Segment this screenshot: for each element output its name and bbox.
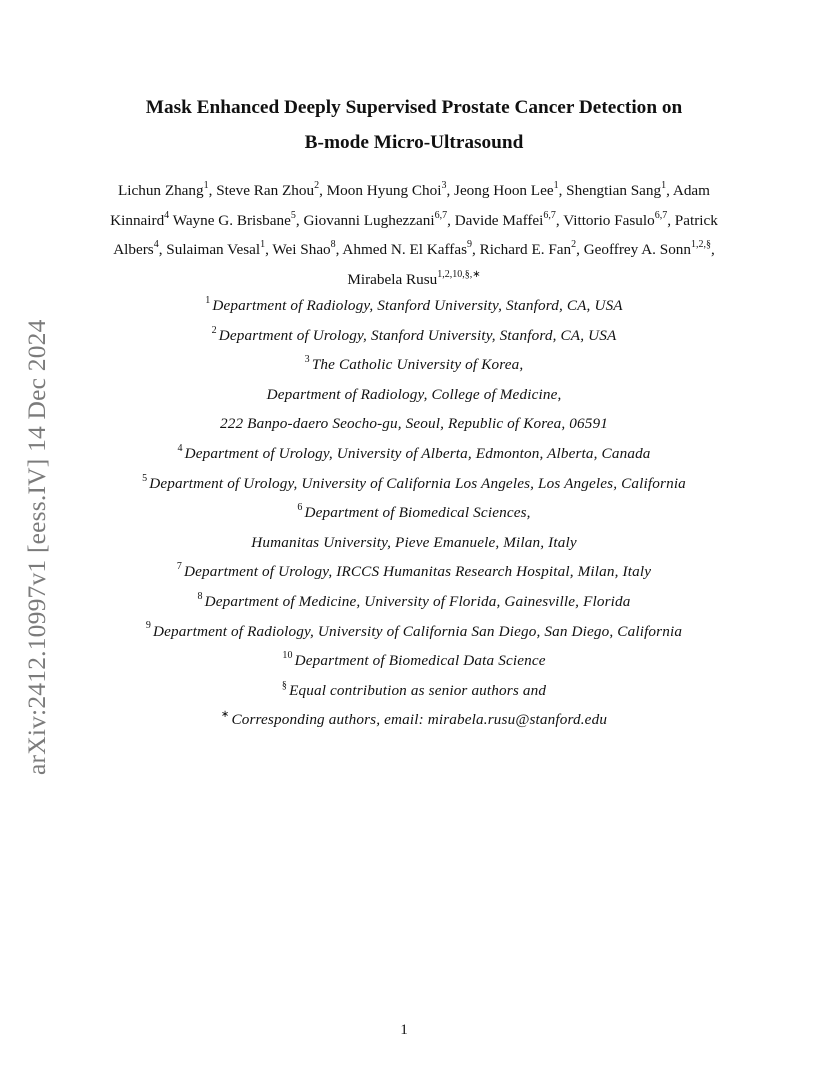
affiliation-marker: 6 bbox=[297, 502, 303, 514]
author-list bbox=[92, 176, 736, 294]
author-entry bbox=[347, 268, 481, 288]
author-affiliation-marker: 6,7 bbox=[654, 209, 668, 221]
affiliation-line bbox=[80, 587, 748, 617]
affiliation-marker: § bbox=[281, 679, 288, 691]
affiliation-text: Department of Urology, University of Alberta, Edmonton, Alberta, Canada bbox=[184, 444, 651, 462]
affiliation-marker: 5 bbox=[142, 472, 148, 484]
author-name: Wei Shao bbox=[272, 241, 331, 259]
author-separator: , bbox=[576, 241, 584, 259]
affiliation-marker: ∗ bbox=[220, 709, 230, 721]
affiliation-line bbox=[80, 528, 748, 558]
author-separator: , bbox=[319, 182, 327, 199]
author-entry bbox=[454, 209, 564, 229]
author-separator: , bbox=[471, 241, 480, 259]
paper-title-line-2: B-mode Micro-Ultrasound bbox=[304, 132, 524, 153]
affiliation-line bbox=[80, 439, 748, 469]
affiliation-text: Department of Urology, IRCCS Humanitas Research Hospital, Milan, Italy bbox=[184, 563, 652, 581]
author-entry bbox=[216, 179, 327, 199]
author-name: Patrick Albers bbox=[113, 211, 718, 259]
author-entry bbox=[563, 209, 675, 229]
author-separator: , bbox=[265, 241, 273, 259]
author-name: Geoffrey A. Sonn bbox=[583, 241, 691, 259]
author-entry bbox=[454, 179, 567, 199]
affiliation-line bbox=[80, 291, 748, 321]
affiliation-text: Corresponding authors, email: mirabela.rusu@stanford.edu bbox=[231, 711, 608, 729]
author-affiliation-marker: 5 bbox=[290, 209, 296, 221]
author-entry bbox=[566, 179, 673, 199]
affiliation-line bbox=[80, 557, 748, 587]
author-entry bbox=[166, 241, 272, 258]
affiliation-line bbox=[80, 409, 748, 439]
affiliation-marker: 2 bbox=[211, 324, 217, 336]
author-entry bbox=[118, 179, 217, 199]
author-name: Shengtian Sang bbox=[566, 182, 662, 199]
author-affiliation-marker: 1,2,10,§,∗ bbox=[437, 268, 481, 280]
author-name: Richard E. Fan bbox=[479, 241, 572, 259]
author-separator: , bbox=[558, 182, 567, 199]
author-affiliation-marker: 3 bbox=[441, 179, 447, 191]
author-entry bbox=[303, 209, 455, 229]
author-separator: , bbox=[667, 211, 675, 229]
affiliation-line bbox=[80, 350, 748, 380]
author-entry bbox=[342, 241, 479, 258]
author-name: Steve Ran Zhou bbox=[216, 182, 315, 199]
author-separator: , bbox=[555, 211, 564, 229]
author-affiliation-marker: 2 bbox=[314, 179, 320, 191]
author-affiliation-marker: 2 bbox=[571, 239, 577, 251]
author-name: Davide Maffei bbox=[454, 211, 544, 229]
author-separator: , bbox=[208, 182, 217, 199]
author-name: Sulaiman Vesal bbox=[166, 241, 261, 259]
affiliation-marker: 8 bbox=[197, 590, 203, 602]
author-separator: , bbox=[446, 182, 455, 199]
author-affiliation-marker: 6,7 bbox=[543, 209, 556, 221]
affiliation-line bbox=[80, 676, 748, 706]
author-entry bbox=[584, 241, 715, 258]
affiliation-line bbox=[80, 498, 748, 528]
author-separator: , bbox=[666, 182, 673, 199]
paper-title bbox=[0, 90, 828, 160]
author-separator: , bbox=[711, 241, 715, 259]
affiliation-line bbox=[80, 321, 748, 351]
author-name: Vittorio Fasulo bbox=[563, 211, 655, 229]
author-affiliation-marker: 1 bbox=[260, 239, 266, 251]
author-name: Wayne G. Brisbane bbox=[172, 211, 291, 229]
author-affiliation-marker: 1 bbox=[553, 179, 559, 191]
author-name: Adam Kinnaird bbox=[110, 182, 710, 229]
page-number: 1 bbox=[400, 1021, 408, 1038]
affiliation-text: Department of Biomedical Sciences, bbox=[304, 504, 531, 522]
author-affiliation-marker: 1,2,§ bbox=[691, 239, 711, 251]
affiliation-line bbox=[80, 617, 748, 647]
affiliation-marker: 4 bbox=[177, 442, 183, 454]
author-entry bbox=[326, 179, 455, 199]
author-separator: , bbox=[335, 241, 343, 259]
affiliation-text: Department of Urology, Stanford University, Stanford, CA, USA bbox=[218, 326, 617, 344]
affiliation-marker: 1 bbox=[205, 294, 211, 306]
author-entry bbox=[172, 209, 304, 229]
affiliation-line bbox=[80, 469, 748, 499]
author-name: Lichun Zhang bbox=[118, 182, 204, 199]
author-affiliation-marker: 4 bbox=[164, 209, 170, 221]
author-affiliation-marker: 4 bbox=[153, 239, 159, 251]
author-name: Moon Hyung Choi bbox=[326, 182, 442, 199]
author-name: Jeong Hoon Lee bbox=[454, 182, 554, 199]
author-name: Ahmed N. El Kaffas bbox=[342, 241, 467, 259]
author-affiliation-marker: 6,7 bbox=[434, 209, 448, 221]
affiliation-marker: 10 bbox=[282, 650, 293, 662]
affiliation-line bbox=[80, 646, 748, 676]
author-affiliation-marker: 9 bbox=[466, 239, 472, 251]
affiliation-text: Department of Biomedical Data Science bbox=[294, 652, 546, 670]
affiliation-line bbox=[80, 380, 748, 410]
author-affiliation-marker: 8 bbox=[330, 239, 336, 251]
author-separator: , bbox=[447, 211, 455, 229]
author-affiliation-marker: 1 bbox=[203, 179, 209, 191]
author-entry bbox=[272, 241, 342, 258]
author-separator: , bbox=[295, 211, 304, 229]
author-name: Giovanni Lughezzani bbox=[303, 211, 435, 229]
author-name: Mirabela Rusu bbox=[347, 270, 438, 288]
affiliation-text: Equal contribution as senior authors and bbox=[289, 681, 547, 699]
affiliation-text: Humanitas University, Pieve Emanuele, Milan, Italy bbox=[251, 533, 577, 551]
affiliation-text: Department of Radiology, College of Medicine, bbox=[266, 385, 562, 403]
author-entry bbox=[480, 241, 584, 258]
author-separator: , bbox=[158, 241, 167, 259]
affiliation-text: 222 Banpo-daero Seocho-gu, Seoul, Republic of Korea, 06591 bbox=[219, 415, 609, 433]
affiliation-text: Department of Radiology, University of California San Diego, San Diego, California bbox=[153, 622, 683, 640]
affiliation-text: Department of Urology, University of California Los Angeles, Los Angeles, California bbox=[149, 474, 686, 492]
arxiv-sidebar bbox=[22, 285, 52, 775]
affiliation-text: Department of Radiology, Stanford University, Stanford, CA, USA bbox=[212, 297, 623, 314]
affiliation-text: The Catholic University of Korea, bbox=[311, 356, 524, 374]
affiliation-marker: 9 bbox=[145, 620, 152, 632]
affiliation-marker: 7 bbox=[176, 561, 183, 573]
affiliation-marker: 3 bbox=[304, 354, 310, 366]
arxiv-identifier: arXiv:2412.10997v1 [eess.IV] 14 Dec 2024 bbox=[22, 319, 51, 775]
author-affiliation-marker: 1 bbox=[661, 179, 667, 191]
paper-title-line-1: Mask Enhanced Deeply Supervised Prostate Cancer Detection on bbox=[145, 97, 683, 118]
affiliation-text: Department of Medicine, University of Florida, Gainesville, Florida bbox=[204, 592, 631, 610]
affiliation-list bbox=[80, 291, 748, 735]
affiliation-line bbox=[80, 705, 748, 735]
